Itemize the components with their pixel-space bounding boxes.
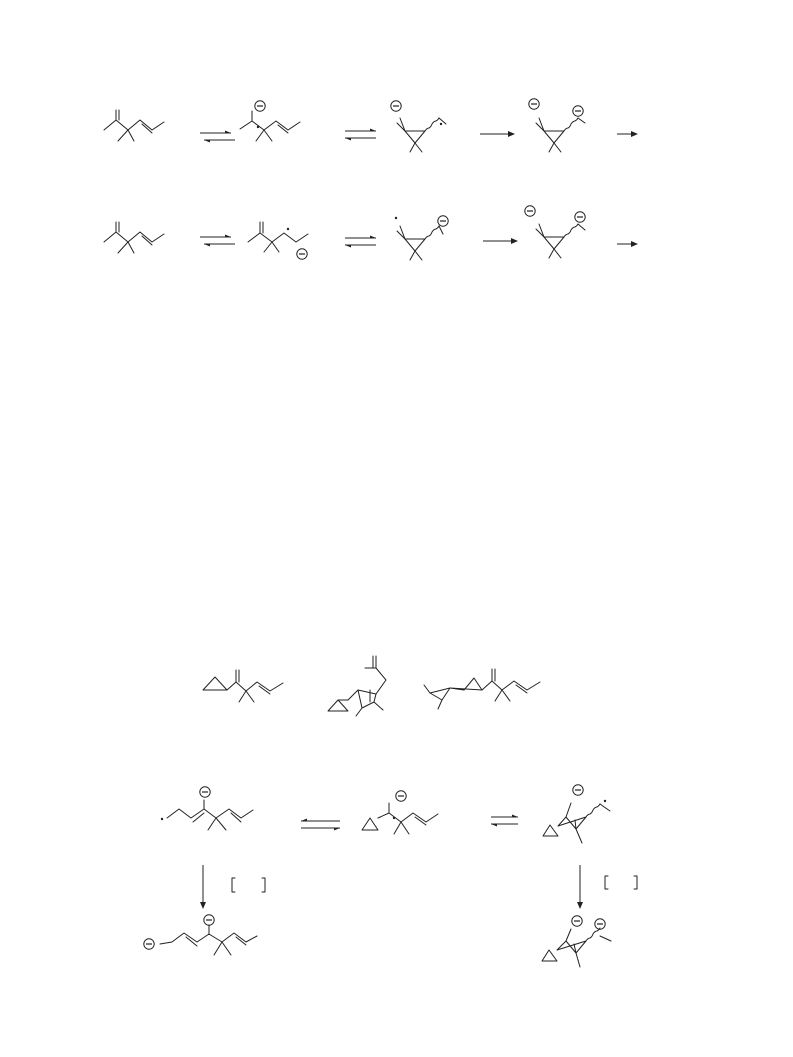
reaction-arrow-icon <box>617 131 638 137</box>
molecule-radical-anion-2b <box>248 222 308 259</box>
negative-charge-icon <box>575 212 585 222</box>
molecule-diene-1a <box>104 110 164 141</box>
negative-charge-icon <box>204 915 214 925</box>
equilibrium-arrow-icon <box>491 815 518 827</box>
molecule-bicyclopropyl-diene <box>424 669 540 709</box>
molecule-cyclopropyl-radical-anion <box>362 791 438 834</box>
reaction-arrow-icon <box>200 865 206 909</box>
bracket-icon <box>605 876 637 889</box>
wavy-bond-icon <box>425 226 439 239</box>
negative-charge-icon <box>573 106 583 116</box>
top-mechanism-row-2 <box>104 206 638 260</box>
equilibrium-arrow-icon <box>345 236 376 248</box>
equilibrium-arrow-icon <box>301 819 340 831</box>
reaction-arrow-icon <box>577 865 583 909</box>
molecule-cyclopropyl-diene <box>203 670 283 702</box>
wavy-bond-icon <box>564 118 578 131</box>
negative-charge-icon <box>297 249 307 259</box>
molecule-cyclopropyl-1c <box>391 101 446 152</box>
wavy-bond-icon <box>425 118 439 131</box>
bottom-mechanism <box>144 785 637 967</box>
radical-dot-icon <box>287 228 289 230</box>
negative-charge-icon <box>200 787 210 797</box>
radical-dot-icon <box>257 126 259 128</box>
radical-dot-icon <box>604 800 606 802</box>
wavy-bond-icon <box>586 928 600 941</box>
negative-charge-icon <box>144 939 154 949</box>
radical-dot-icon <box>161 818 163 820</box>
negative-charge-icon <box>255 101 265 111</box>
equilibrium-arrow-icon <box>200 131 235 143</box>
negative-charge-icon <box>529 99 539 109</box>
reaction-arrow-icon <box>480 131 515 137</box>
radical-dot-icon <box>440 123 442 125</box>
molecule-open-chain-radical-anion <box>161 787 253 830</box>
bracket-icon <box>232 878 265 892</box>
negative-charge-icon <box>525 206 535 216</box>
molecule-cyclopropyl-2c <box>395 216 448 260</box>
radical-dot-icon <box>395 217 397 219</box>
negative-charge-icon <box>572 916 582 926</box>
wavy-bond-icon <box>586 804 600 817</box>
molecule-bicyclopropyl-dianion <box>542 916 611 967</box>
reaction-arrow-icon <box>617 241 638 247</box>
molecule-dianion-2d <box>525 206 585 258</box>
negative-charge-icon <box>573 785 583 795</box>
substrate-row <box>203 656 540 716</box>
molecule-open-chain-dianion <box>144 915 257 955</box>
negative-charge-icon <box>396 791 406 801</box>
negative-charge-icon <box>438 216 448 226</box>
molecule-cyclized-isomer <box>328 656 386 716</box>
molecule-dianion-1d <box>529 99 585 152</box>
reaction-arrow-icon <box>483 238 518 244</box>
negative-charge-icon <box>391 101 401 111</box>
equilibrium-arrow-icon <box>345 129 376 141</box>
top-mechanism-row-1 <box>104 99 638 152</box>
molecule-diene-2a <box>104 222 164 253</box>
wavy-bond-icon <box>564 224 578 237</box>
equilibrium-arrow-icon <box>200 235 235 247</box>
molecule-bicyclopropyl-radical-anion <box>543 785 610 843</box>
radical-dot-icon <box>393 817 395 819</box>
molecule-radical-anion-1b <box>240 101 300 141</box>
